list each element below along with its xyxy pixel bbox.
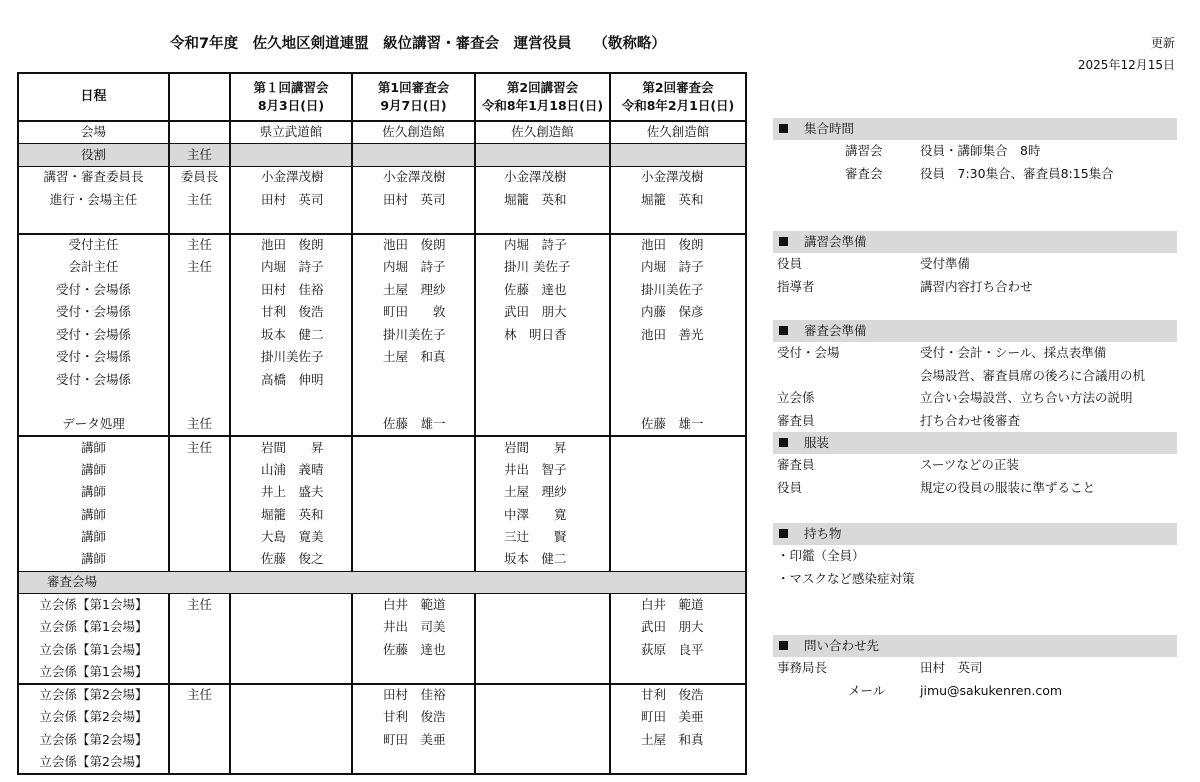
event-name: 第１回講習会: [253, 79, 329, 95]
row-role: [169, 279, 230, 302]
row-role: [169, 616, 230, 639]
name-cell: [610, 526, 746, 549]
row-role: [169, 661, 230, 684]
name-cell: [475, 661, 610, 684]
name-cell: [610, 504, 746, 527]
table-row: [18, 166, 746, 189]
info-key: 役員: [777, 256, 803, 271]
info-key: 事務局長: [777, 660, 828, 675]
row-role: [169, 526, 230, 549]
row-role: 主任: [169, 594, 230, 617]
name-cell: 井出 司美: [352, 616, 475, 639]
row-label: 受付・会場係: [18, 301, 169, 324]
table-row: [18, 346, 746, 369]
row-role: 主任: [169, 234, 230, 257]
row-role: 主任: [169, 684, 230, 707]
info-key: メール: [848, 682, 886, 698]
name-cell: [610, 751, 746, 774]
name-cell: 佐藤 俊之: [230, 549, 352, 572]
square-bullet-icon: [779, 237, 788, 246]
name-cell: 岩間 昇: [230, 436, 352, 459]
name-cell: 町田 美亜: [610, 706, 746, 729]
name-cell: [352, 751, 475, 774]
table-row: [18, 751, 746, 774]
row-label: 受付主任: [18, 234, 169, 257]
name-cell: 中澤 寛: [475, 504, 610, 527]
name-cell: [230, 594, 352, 617]
row-label: 講師: [18, 526, 169, 549]
roles-section-row: [18, 144, 746, 167]
name-cell: 小金澤茂樹: [352, 166, 475, 189]
info-row: [773, 342, 1177, 365]
row-role: 主任: [169, 414, 230, 437]
table-row: [18, 661, 746, 684]
table-row: [18, 436, 746, 459]
name-cell: [230, 729, 352, 752]
info-value: 役員・講師集合 8時: [920, 143, 1041, 158]
info-row: [773, 140, 1177, 163]
header-event-cell: [610, 73, 746, 121]
table-header-row: [18, 73, 746, 121]
table-cell: [230, 211, 352, 234]
name-cell: [352, 391, 475, 414]
name-cell: [230, 684, 352, 707]
table-row: [18, 234, 746, 257]
section-title: 講習会準備: [804, 234, 867, 249]
name-cell: [475, 414, 610, 437]
name-cell: 田村 英司: [352, 189, 475, 212]
info-row: [773, 387, 1177, 410]
name-cell: 小金澤茂樹: [610, 166, 746, 189]
name-cell: 掛川美佐子: [230, 346, 352, 369]
row-label: データ処理: [18, 414, 169, 437]
row-role: [169, 346, 230, 369]
info-row: [773, 477, 1177, 500]
info-value: 規定の役員の服装に準ずること: [920, 479, 1096, 495]
name-cell: 大島 寛美: [230, 526, 352, 549]
row-role: [169, 459, 230, 482]
row-label: 受付・会場係: [18, 324, 169, 347]
name-cell: 佐藤 達也: [352, 639, 475, 662]
name-cell: 掛川 美佐子: [475, 256, 610, 279]
name-cell: 甘利 俊浩: [352, 706, 475, 729]
row-label: 受付・会場係: [18, 279, 169, 302]
name-cell: 武田 朋大: [475, 301, 610, 324]
list-item: [773, 568, 1177, 591]
name-cell: [610, 549, 746, 572]
header-schedule-label: 日程: [18, 73, 169, 121]
square-bullet-icon: [779, 529, 788, 538]
name-cell: [230, 751, 352, 774]
row-role: [169, 706, 230, 729]
name-cell: 内藤 保彦: [610, 301, 746, 324]
row-role: [169, 549, 230, 572]
name-cell: [475, 751, 610, 774]
row-label: 立会係【第1会場】: [18, 594, 169, 617]
name-cell: 町田 美亜: [352, 729, 475, 752]
name-cell: [352, 369, 475, 392]
name-cell: 白井 範道: [352, 594, 475, 617]
table-row: [18, 189, 746, 212]
name-cell: [610, 369, 746, 392]
name-cell: 池田 俊朗: [610, 234, 746, 257]
name-cell: [610, 346, 746, 369]
name-cell: 堀籠 英和: [230, 504, 352, 527]
name-cell: 内堀 詩子: [475, 234, 610, 257]
page-title: 令和7年度 佐久地区剣道連盟 級位講習・審査会 運営役員 （敬称略）: [170, 36, 666, 52]
table-row: [18, 414, 746, 437]
name-cell: 土屋 和真: [352, 346, 475, 369]
table-cell: [352, 144, 475, 167]
event-date: 令和8年1月18日(日): [481, 98, 604, 113]
name-cell: 町田 敦: [352, 301, 475, 324]
table-row: [18, 729, 746, 752]
table-row: [18, 256, 746, 279]
name-cell: [610, 661, 746, 684]
name-cell: [475, 616, 610, 639]
row-label: 立会係【第1会場】: [18, 616, 169, 639]
row-label: 会計主任: [18, 256, 169, 279]
name-cell: 土屋 和真: [610, 729, 746, 752]
info-key: 審査員: [777, 457, 815, 472]
square-bullet-icon: [779, 438, 788, 447]
section-header: [773, 523, 1177, 545]
name-cell: [230, 414, 352, 437]
name-cell: 佐藤 達也: [475, 279, 610, 302]
name-cell: 土屋 理紗: [475, 481, 610, 504]
name-cell: 土屋 理紗: [352, 279, 475, 302]
table-row: [18, 616, 746, 639]
header-role-cell: [169, 73, 230, 121]
name-cell: [230, 661, 352, 684]
name-cell: 田村 佳裕: [230, 279, 352, 302]
info-row: [773, 410, 1177, 433]
section-header: [773, 231, 1177, 253]
row-label: 会場: [18, 121, 169, 144]
name-cell: 井上 盛夫: [230, 481, 352, 504]
row-role: [169, 729, 230, 752]
name-cell: [475, 369, 610, 392]
row-role: [169, 481, 230, 504]
square-bullet-icon: [779, 641, 788, 650]
row-label: 講師: [18, 436, 169, 459]
name-cell: 内堀 詩子: [352, 256, 475, 279]
assembly-time-section: [773, 118, 1177, 185]
info-key: 立会係: [777, 390, 815, 405]
header-event-cell: [230, 73, 352, 121]
name-cell: 小金澤茂樹: [230, 166, 352, 189]
name-cell: [475, 706, 610, 729]
name-cell: 三辻 賢: [475, 526, 610, 549]
contact-section: [773, 635, 1177, 702]
name-cell: [352, 481, 475, 504]
info-row: [773, 454, 1177, 477]
section-header: [773, 320, 1177, 342]
contact-email[interactable]: jimu@sakukenren.com: [920, 682, 1063, 698]
name-cell: 佐藤 雄一: [610, 414, 746, 437]
spacer-row: [18, 211, 746, 234]
name-cell: [610, 459, 746, 482]
name-cell: 荻原 良平: [610, 639, 746, 662]
row-label: 受付・会場係: [18, 346, 169, 369]
exam-section-row: [18, 571, 746, 594]
section-header: [773, 118, 1177, 140]
event-name: 第2回講習会: [506, 79, 579, 95]
name-cell: 池田 俊朗: [230, 234, 352, 257]
name-cell: 内堀 詩子: [610, 256, 746, 279]
header-event-cell: [475, 73, 610, 121]
row-label: 立会係【第1会場】: [18, 661, 169, 684]
info-value: 受付準備: [920, 256, 971, 271]
table-row: [18, 594, 746, 617]
row-role: [169, 639, 230, 662]
table-row: [18, 549, 746, 572]
header-event-cell: [352, 73, 475, 121]
name-cell: 甘利 俊浩: [230, 301, 352, 324]
belongings-section: [773, 523, 1177, 590]
info-key: 審査員: [777, 412, 815, 428]
info-key: 指導者: [777, 278, 815, 294]
row-label: 立会係【第2会場】: [18, 706, 169, 729]
name-cell: 堀籠 英和: [475, 189, 610, 212]
square-bullet-icon: [779, 326, 788, 335]
table-cell: [352, 211, 475, 234]
venue-row: [18, 121, 746, 144]
row-role: 主任: [169, 436, 230, 459]
event-name: 第2回審査会: [642, 79, 714, 95]
exam-prep-section: [773, 320, 1177, 499]
event-date: 令和8年2月1日(日): [621, 98, 735, 113]
table-row: [18, 504, 746, 527]
info-key: 役員: [777, 479, 803, 495]
table-row: [18, 391, 746, 414]
belonging-item: ・印鑑（全員）: [777, 548, 865, 563]
row-role: [169, 391, 230, 414]
lecture-prep-section: [773, 231, 1177, 298]
name-cell: [352, 459, 475, 482]
row-role: [169, 121, 230, 144]
info-value: 受付・会計・シール、採点表準備: [920, 345, 1107, 360]
info-row: [773, 365, 1177, 388]
name-cell: 山浦 義晴: [230, 459, 352, 482]
table-row: [18, 459, 746, 482]
update-label: 更新: [1150, 36, 1175, 50]
name-cell: 掛川美佐子: [352, 324, 475, 347]
name-cell: 佐久創造館: [610, 121, 746, 144]
section-header: [773, 635, 1177, 657]
name-cell: [352, 436, 475, 459]
name-cell: [475, 346, 610, 369]
row-label: 講師: [18, 549, 169, 572]
name-cell: [230, 616, 352, 639]
name-cell: 田村 佳裕: [352, 684, 475, 707]
name-cell: [352, 549, 475, 572]
list-item: [773, 545, 1177, 568]
name-cell: [475, 391, 610, 414]
name-cell: 甘利 俊浩: [610, 684, 746, 707]
section-role: 主任: [169, 144, 230, 167]
row-label: 講師: [18, 459, 169, 482]
row-role: 主任: [169, 256, 230, 279]
update-date: 2025年12月15日: [1077, 58, 1175, 72]
name-cell: 佐久創造館: [352, 121, 475, 144]
event-date: 9月7日(日): [380, 98, 447, 113]
name-cell: 坂本 健二: [230, 324, 352, 347]
name-cell: [230, 706, 352, 729]
section-title: 問い合わせ先: [804, 638, 880, 653]
table-cell: [18, 211, 169, 234]
row-role: [169, 751, 230, 774]
info-value: 会場設営、審査員席の後ろに合議用の机: [920, 367, 1146, 383]
section-label: 審査会場: [18, 571, 746, 594]
name-cell: 内堀 詩子: [230, 256, 352, 279]
event-date: 8月3日(日): [257, 98, 325, 113]
table-row: [18, 526, 746, 549]
section-label: 役割: [18, 144, 169, 167]
name-cell: 井出 智子: [475, 459, 610, 482]
name-cell: 池田 俊朗: [352, 234, 475, 257]
info-row: [773, 657, 1177, 680]
row-label: [18, 391, 169, 414]
section-title: 集合時間: [804, 121, 855, 136]
contact-name: 田村 英司: [920, 660, 983, 675]
info-row: [773, 163, 1177, 186]
schedule-table: [17, 72, 747, 775]
table-cell: [169, 211, 230, 234]
name-cell: 池田 善光: [610, 324, 746, 347]
table-row: [18, 639, 746, 662]
name-cell: [475, 729, 610, 752]
row-label: 立会係【第1会場】: [18, 639, 169, 662]
name-cell: 高橋 伸明: [230, 369, 352, 392]
name-cell: [352, 504, 475, 527]
table-row: [18, 324, 746, 347]
name-cell: [352, 526, 475, 549]
table-row: [18, 279, 746, 302]
name-cell: [475, 594, 610, 617]
name-cell: 小金澤茂樹: [475, 166, 610, 189]
name-cell: 武田 朋大: [610, 616, 746, 639]
name-cell: 坂本 健二: [475, 549, 610, 572]
info-key: 審査会: [845, 165, 883, 181]
table-row: [18, 369, 746, 392]
row-role: 主任: [169, 189, 230, 212]
info-value: スーツなどの正装: [920, 457, 1019, 472]
section-header: [773, 432, 1177, 454]
table-row: [18, 301, 746, 324]
name-cell: 堀籠 英和: [610, 189, 746, 212]
name-cell: 県立武道館: [230, 121, 352, 144]
table-row: [18, 706, 746, 729]
info-row: [773, 680, 1177, 703]
name-cell: 白井 範道: [610, 594, 746, 617]
name-cell: [352, 661, 475, 684]
row-role: 委員長: [169, 166, 230, 189]
info-row: [773, 253, 1177, 276]
info-row: [773, 276, 1177, 299]
square-bullet-icon: [779, 124, 788, 133]
info-value: 役員 7:30集合、審査員8:15集合: [920, 165, 1114, 181]
row-label: 講師: [18, 481, 169, 504]
info-key: 講習会: [845, 143, 883, 158]
row-label: 講師: [18, 504, 169, 527]
row-label: 講習・審査委員長: [18, 166, 169, 189]
row-role: [169, 301, 230, 324]
name-cell: 掛川美佐子: [610, 279, 746, 302]
name-cell: 佐久創造館: [475, 121, 610, 144]
table-cell: [610, 144, 746, 167]
table-cell: [230, 144, 352, 167]
name-cell: [610, 481, 746, 504]
event-name: 第1回審査会: [377, 79, 450, 95]
section-title: 服装: [804, 435, 830, 450]
row-label: 進行・会場主任: [18, 189, 169, 212]
row-label: 立会係【第2会場】: [18, 684, 169, 707]
name-cell: [610, 436, 746, 459]
name-cell: [230, 391, 352, 414]
belonging-item: ・マスクなど感染症対策: [777, 570, 915, 586]
section-title: 審査会準備: [804, 323, 867, 338]
name-cell: 佐藤 雄一: [352, 414, 475, 437]
row-role: [169, 369, 230, 392]
row-label: 受付・会場係: [18, 369, 169, 392]
name-cell: [475, 639, 610, 662]
info-value: 打ち合わせ後審査: [920, 412, 1021, 428]
table-row: [18, 684, 746, 707]
row-role: [169, 324, 230, 347]
section-title: 持ち物: [804, 526, 842, 541]
name-cell: 田村 英司: [230, 189, 352, 212]
info-value: 講習内容打ち合わせ: [920, 278, 1033, 294]
table-cell: [610, 211, 746, 234]
row-label: 立会係【第2会場】: [18, 751, 169, 774]
name-cell: [475, 684, 610, 707]
name-cell: [610, 391, 746, 414]
table-row: [18, 481, 746, 504]
name-cell: 岩間 昇: [475, 436, 610, 459]
info-value: 立合い会場設営、立ち合い方法の説明: [920, 390, 1133, 405]
row-role: [169, 504, 230, 527]
name-cell: [230, 639, 352, 662]
row-label: 立会係【第2会場】: [18, 729, 169, 752]
table-cell: [475, 144, 610, 167]
name-cell: 林 明日香: [475, 324, 610, 347]
table-cell: [475, 211, 610, 234]
info-key: 受付・会場: [777, 345, 840, 360]
